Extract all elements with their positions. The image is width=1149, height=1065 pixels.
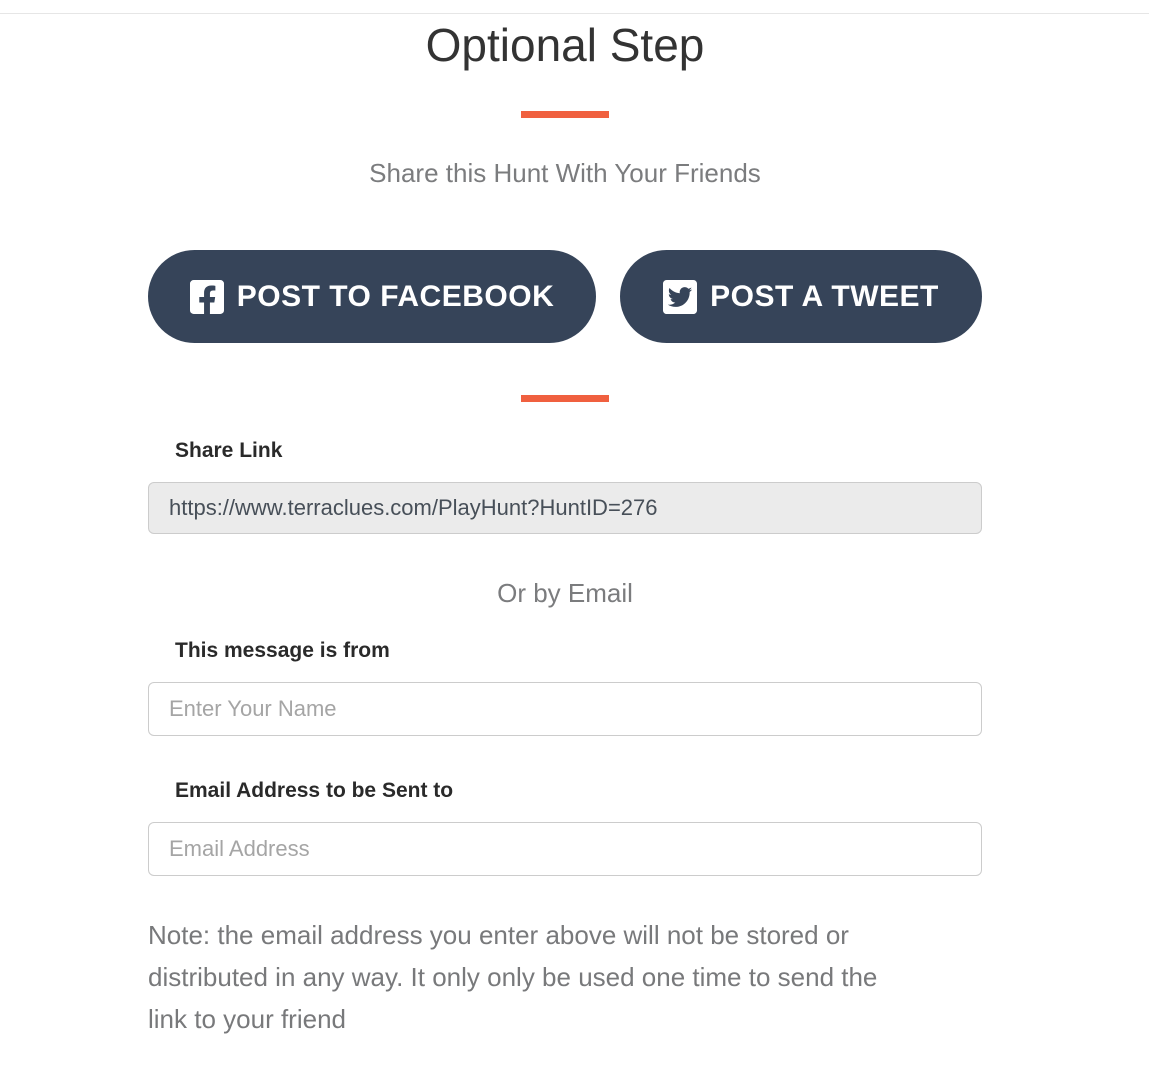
post-to-facebook-label: POST TO FACEBOOK: [236, 279, 555, 313]
note-line: link to your friend: [148, 1004, 346, 1034]
or-by-email-heading: Or by Email: [497, 578, 633, 608]
note-line: distributed in any way. It only only be used one time to send the: [148, 962, 878, 992]
share-link-input[interactable]: [148, 482, 982, 534]
post-a-tweet-label: POST A TWEET: [710, 279, 939, 313]
share-panel: [148, 18, 982, 1040]
page-title: Optional Step: [425, 19, 705, 71]
social-buttons-row: [148, 250, 982, 343]
sender-name-input[interactable]: [148, 682, 982, 736]
share-subtitle: Share this Hunt With Your Friends: [369, 158, 761, 188]
recipient-email-input[interactable]: [148, 822, 982, 876]
share-link-label: Share Link: [175, 439, 283, 462]
email-privacy-note: [148, 914, 982, 1040]
note-line: Note: the email address you enter above will not be stored or: [148, 920, 849, 950]
accent-divider-top: [521, 111, 609, 118]
accent-divider-bottom: [521, 395, 609, 402]
sender-name-label: This message is from: [175, 639, 390, 662]
post-a-tweet-button[interactable]: [620, 250, 982, 343]
facebook-square-icon: [190, 280, 224, 314]
post-to-facebook-button[interactable]: [148, 250, 596, 343]
top-divider: [0, 0, 1149, 14]
twitter-square-icon: [663, 280, 697, 314]
recipient-email-label: Email Address to be Sent to: [175, 779, 454, 802]
